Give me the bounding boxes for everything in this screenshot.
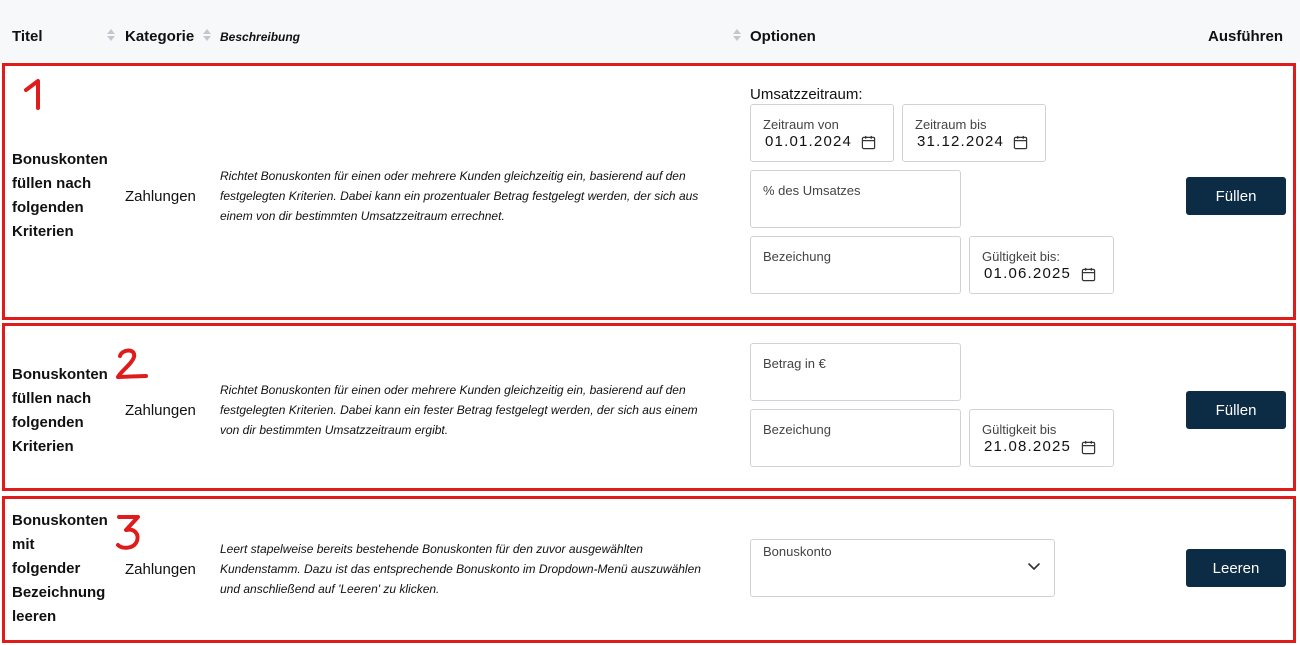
description-line: einem von dir bestimmten Umsatzzeitraum errechnet.: [220, 209, 505, 223]
fill-button[interactable]: Füllen: [1186, 177, 1286, 215]
row-title: [12, 363, 122, 459]
row-description: [220, 166, 735, 226]
date-from-field[interactable]: [750, 104, 894, 162]
row-description: [220, 380, 735, 440]
description-line: Kundenstamm. Dazu ist das entsprechende Bonuskonto im Dropdown-Menü auszuwählen: [220, 562, 701, 576]
name-input[interactable]: [750, 409, 961, 467]
description-line: Richtet Bonuskonten für einen oder mehrere Kunden gleichzeitig ein, basierend auf den: [220, 383, 686, 397]
row-title-line: füllen nach: [12, 175, 92, 192]
field-label: Bezeichung: [763, 249, 831, 264]
field-label: Zeitraum bis: [915, 117, 987, 132]
percent-of-sales-input[interactable]: [750, 170, 961, 228]
sort-icon[interactable]: [107, 27, 115, 43]
description-line: festgelegten Kriterien. Dabei kann ein fester Betrag festgelegt werden, der sich aus einem: [220, 403, 698, 417]
field-label: Bonuskonto: [763, 544, 832, 559]
description-line: Leert stapelweise bereits bestehende Bonuskonten für den zuvor ausgewählten: [220, 542, 643, 556]
calendar-icon[interactable]: [1081, 267, 1096, 282]
field-label: Zeitraum von: [763, 117, 839, 132]
row-description: [220, 539, 735, 599]
amount-input[interactable]: [750, 343, 961, 401]
row-title-line: Bonuskonten: [12, 512, 108, 529]
column-header-description[interactable]: Beschreibung: [220, 30, 301, 44]
sort-icon[interactable]: [203, 27, 211, 43]
row-title-line: Bezeichnung: [12, 584, 106, 601]
calendar-icon[interactable]: [1081, 440, 1096, 455]
date-to-field[interactable]: [902, 104, 1046, 162]
column-header-category[interactable]: Kategorie: [125, 28, 195, 45]
field-value[interactable]: 01.06.2025: [984, 265, 1072, 282]
row-title-line: folgenden: [12, 414, 84, 431]
description-line: Richtet Bonuskonten für einen oder mehrere Kunden gleichzeitig ein, basierend auf den: [220, 169, 686, 183]
row-category: Zahlungen: [125, 188, 196, 205]
row-category: Zahlungen: [125, 402, 196, 419]
calendar-icon[interactable]: [1013, 135, 1028, 150]
field-label: Gültigkeit bis: [982, 422, 1057, 437]
column-header-execute: Ausführen: [1208, 28, 1283, 45]
row-title-line: füllen nach: [12, 390, 92, 407]
name-input[interactable]: [750, 236, 961, 294]
table-header: [0, 0, 1300, 62]
column-header-title[interactable]: Titel: [12, 28, 43, 45]
sales-period-label: Umsatzzeitraum:: [750, 86, 863, 103]
row-title-line: Kriterien: [12, 438, 74, 455]
field-value[interactable]: 31.12.2024: [917, 133, 1005, 150]
field-label: % des Umsatzes: [763, 183, 861, 198]
row-title-line: Bonuskonten: [12, 366, 108, 383]
row-title-line: leeren: [12, 608, 57, 625]
row-title-line: Kriterien: [12, 223, 74, 240]
column-header-options: Optionen: [750, 28, 816, 45]
field-label: Betrag in €: [763, 356, 826, 371]
empty-button[interactable]: Leeren: [1186, 549, 1286, 587]
row-title-line: folgender: [12, 560, 81, 577]
field-label: Gültigkeit bis:: [982, 249, 1061, 264]
description-line: von dir bestimmten Umsatzzeitraum ergibt.: [220, 423, 449, 437]
annotation-number-1: [22, 78, 52, 112]
description-line: und anschließend auf 'Leeren' zu klicken.: [220, 582, 440, 596]
row-title-line: folgenden: [12, 199, 84, 216]
chevron-down-icon[interactable]: [1027, 562, 1041, 572]
field-value[interactable]: 01.01.2024: [765, 133, 853, 150]
description-line: festgelegten Kriterien. Dabei kann ein prozentualer Betrag festgelegt werden, der sich aus: [220, 189, 699, 203]
row-title: [12, 509, 122, 629]
valid-until-field[interactable]: [969, 409, 1114, 467]
row-title-line: mit: [12, 536, 35, 553]
field-value[interactable]: 21.08.2025: [984, 438, 1072, 455]
fill-button[interactable]: Füllen: [1186, 391, 1286, 429]
row-category: Zahlungen: [125, 561, 196, 578]
sort-icon[interactable]: [733, 27, 741, 43]
row-title: [12, 148, 122, 244]
row-title-line: Bonuskonten: [12, 151, 108, 168]
bonus-account-select[interactable]: [750, 539, 1055, 597]
valid-until-field[interactable]: [969, 236, 1114, 294]
field-label: Bezeichung: [763, 422, 831, 437]
calendar-icon[interactable]: [861, 135, 876, 150]
